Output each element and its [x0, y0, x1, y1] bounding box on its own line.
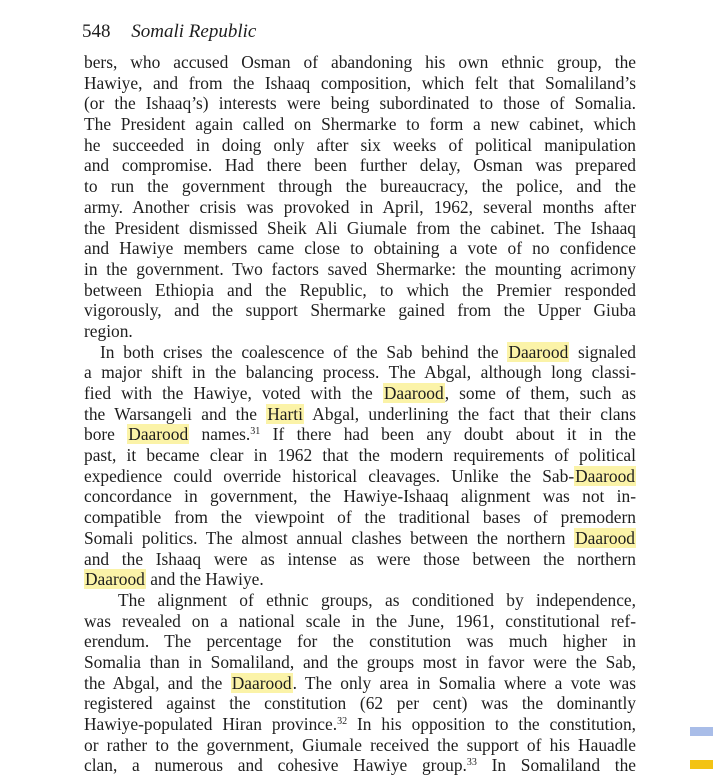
text-line: erendum. The percentage for the constitution was much higher in	[84, 631, 636, 652]
highlight: Daarood	[128, 424, 189, 445]
text-line: concordance in government, the Hawiye-Ishaaq alignment was not in-	[84, 486, 636, 507]
text-line: bore Daarood names.$^{31}$ If there had been any doubt about it in the	[84, 424, 636, 445]
text-line: to run the government through the bureaucracy, the police, and the	[84, 176, 636, 197]
text-line: clan, a numerous and cohesive Hawiye group.$^{33}$ In Somaliland the	[84, 755, 636, 776]
text-line: fied with the Hawiye, voted with the Daarood, some of them, such as	[84, 383, 637, 403]
text-line: expedience could override historical cleavages. Unlike the Sab-Daarood	[84, 465, 635, 486]
text-line: In both crises the coalescence of the Sab behind the Daarood signaled	[100, 341, 636, 362]
text-line: or rather to the government, Giumale received the support of his Hauadle	[84, 734, 636, 755]
footnote-ref: 31	[250, 426, 261, 438]
scroll-marker-yellow[interactable]	[690, 760, 713, 769]
text-line: (or the Ishaaq’s) interests were being subordinated to those of Somalia.	[84, 93, 636, 114]
text-line: and compromise. Had there been further delay, Osman was prepared	[84, 155, 636, 176]
highlight: Daarood	[85, 569, 145, 590]
scroll-marker-blue[interactable]	[690, 727, 713, 736]
highlight: Daarood	[575, 527, 635, 548]
text-line: Somali politics. The almost annual clashes between the northern Daarood	[84, 527, 635, 548]
text-line: bers, who accused Osman of abandoning his own ethnic group, the	[84, 52, 636, 72]
text-line: and the Ishaaq were as intense as were those between the northern	[84, 548, 636, 569]
text-line: The President again called on Shermarke to form a new cabinet, which	[84, 114, 636, 135]
text-line: army. Another crisis was provoked in April, 1962, several months after	[84, 196, 636, 217]
text-line: compatible from the viewpoint of the traditional bases of premodern	[84, 507, 636, 528]
text-line: was revealed on a national scale in the June, 1961, constitutional ref-	[84, 610, 636, 631]
text-line: The alignment of ethnic groups, as conditioned by independence,	[118, 589, 636, 610]
text-line: the Warsangeli and the Harti Abgal, underlining the fact that their clans	[84, 403, 636, 424]
text-line: he succeeded in doing only after six weeks of political manipulation	[84, 134, 636, 155]
text-line: and Hawiye members came close to obtaining a vote of no confidence	[84, 238, 636, 259]
body-text	[84, 52, 636, 776]
page-header	[82, 21, 256, 45]
footnote-ref: 32	[337, 716, 348, 727]
text-line: a major shift in the balancing process. The Abgal, although long classi-	[84, 362, 636, 383]
running-title: Somali Republic	[131, 21, 257, 42]
text-line: the President dismissed Sheik Ali Giumale from the cabinet. The Ishaaq	[84, 217, 636, 238]
text-line: in the government. Two factors saved Shermarke: the mounting acrimony	[84, 258, 636, 279]
highlight: Daarood	[575, 465, 635, 486]
text-line: the Abgal, and the Daarood. The only area in Somalia where a vote was	[84, 672, 636, 693]
text-line: vigorously, and the support Shermarke gained from the Upper Giuba	[84, 300, 636, 321]
text-line: between Ethiopia and the Republic, to which the Premier responded	[84, 279, 636, 300]
highlight: Daarood	[383, 383, 444, 403]
text-line: region.	[84, 320, 133, 341]
text-line: registered against the constitution (62 per cent) was the dominantly	[84, 693, 636, 714]
paragraph-1	[84, 52, 636, 342]
highlight: Daarood	[231, 672, 292, 693]
highlight: Harti	[267, 403, 303, 424]
text-line: Hawiye-populated Hiran province.$^{32}$ In his opposition to the constitution,	[84, 714, 636, 734]
paragraph-2	[84, 342, 636, 590]
paragraph-3	[84, 590, 636, 776]
text-line: Hawiye, and from the Ishaaq composition, which felt that Somaliland’s	[84, 72, 636, 93]
footnote-ref: 33	[466, 757, 477, 769]
text-line: Somalia than in Somaliland, and the groups most in favor were the Sab,	[84, 651, 636, 672]
text-line: Daarood and the Hawiye.	[85, 569, 264, 590]
page-number: 548	[82, 21, 111, 42]
text-line: past, it became clear in 1962 that the modern requirements of political	[84, 445, 636, 466]
highlight: Daarood	[508, 341, 569, 362]
